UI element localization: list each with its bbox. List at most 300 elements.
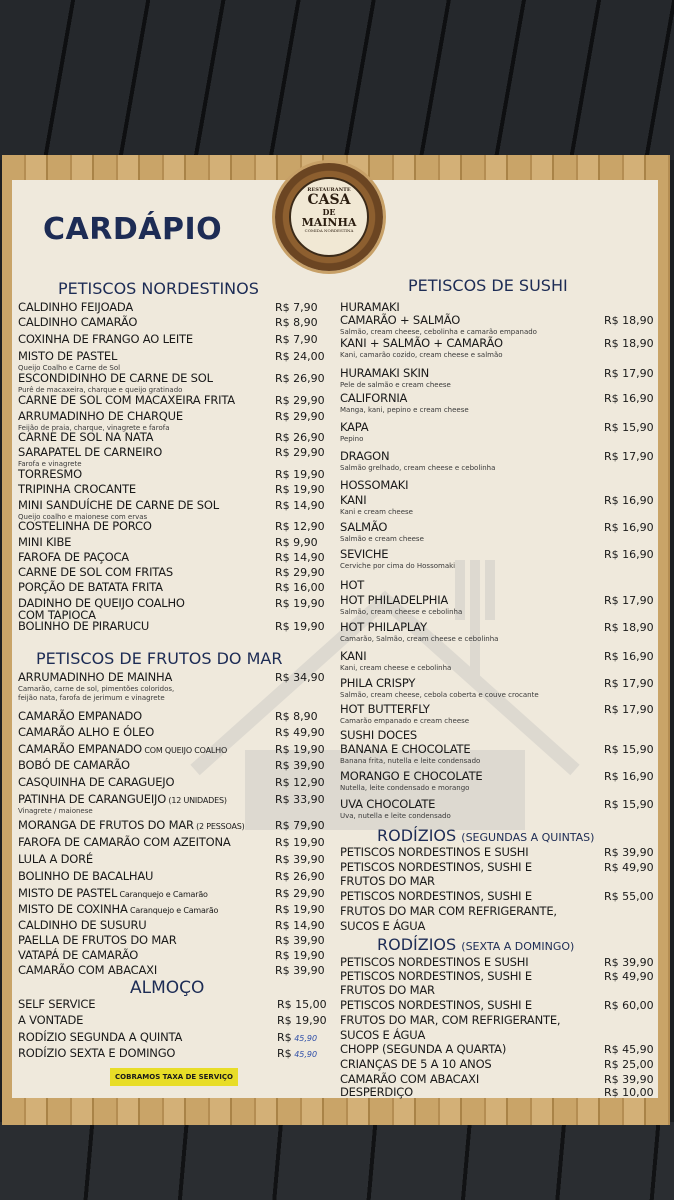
menu-item-name (340, 649, 451, 663)
menu-item-name-text: TORRESMO (18, 467, 82, 481)
menu-item (340, 336, 503, 359)
menu-item (340, 1013, 560, 1027)
menu-item-price-text: R$ 55,00 (604, 890, 654, 903)
section-title-petiscos-nordestinos: PETISCOS NORDESTINOS (58, 279, 259, 298)
menu-item-price-text: R$ 39,90 (275, 853, 325, 866)
menu-item-name-text: HOT PHILAPLAY (340, 620, 427, 634)
menu-item-name-text: KANI (340, 649, 367, 663)
menu-item-name (340, 620, 498, 634)
menu-item-price (604, 798, 654, 811)
menu-item-price-text: R$ 16,00 (275, 581, 325, 594)
menu-item-name (18, 886, 208, 900)
menu-item-name (340, 919, 425, 933)
menu-item-name (18, 835, 231, 849)
menu-item-price-text: R$ 33,90 (275, 793, 325, 806)
menu-item (340, 904, 557, 918)
menu-item-price-text: R$ 29,90 (275, 410, 325, 423)
menu-item-name-text: FAROFA DE PAÇOCA (18, 550, 129, 564)
menu-item-description: Salmão e cream cheese (340, 535, 424, 543)
menu-item-name-text: FRUTOS DO MAR COM REFRIGERANTE, (340, 904, 557, 918)
menu-item-price-text: R$ 15,00 (277, 998, 327, 1011)
menu-item-price-text: R$ 16,90 (604, 770, 654, 783)
menu-item-name-text: ARRUMADINHO DE CHARQUE (18, 409, 183, 423)
menu-item (340, 366, 451, 389)
menu-item-price (275, 536, 318, 549)
menu-item (18, 869, 153, 883)
menu-item-price (275, 919, 325, 932)
menu-item (340, 969, 532, 983)
menu-item-price (275, 819, 325, 832)
menu-item-price-text: R$ 34,90 (275, 671, 325, 684)
menu-item-name-text: CAMARÃO EMPANADO (18, 742, 143, 756)
menu-item-price (604, 450, 654, 463)
menu-item-price (604, 846, 654, 859)
menu-item-note: (12 UNIDADES) (166, 796, 227, 805)
menu-item (18, 997, 95, 1011)
menu-item-price (604, 1058, 654, 1071)
menu-item-price-text: R$ 17,90 (604, 594, 654, 607)
menu-item-price-text: R$ 17,90 (604, 677, 654, 690)
menu-item-name-text: TRIPINHA CROCANTE (18, 482, 136, 496)
menu-item-price-text: R$ 29,90 (275, 887, 325, 900)
menu-item-name (18, 963, 157, 977)
menu-item-name (340, 520, 424, 534)
menu-item-description: Banana frita, nutella e leite condensado (340, 757, 481, 765)
menu-item-price (275, 468, 325, 481)
menu-item (340, 620, 498, 643)
menu-item-price (604, 521, 654, 534)
menu-item (340, 874, 435, 888)
menu-item-price-text: R$ 10,00 (604, 1086, 654, 1099)
menu-item-price (275, 934, 325, 947)
menu-item-name (340, 676, 539, 690)
menu-item-name (18, 409, 183, 423)
menu-item-name (340, 1028, 425, 1042)
menu-item-name (18, 550, 129, 564)
menu-item (340, 1028, 425, 1042)
menu-item-price (275, 597, 325, 610)
menu-item-description: Manga, kani, pepino e cream cheese (340, 406, 469, 414)
menu-item-price (275, 710, 318, 723)
menu-item-description: Pele de salmão e cream cheese (340, 381, 451, 389)
menu-item-name (340, 578, 364, 592)
menu-item (18, 315, 137, 329)
section-title-almoco: ALMOÇO (130, 978, 205, 998)
table-background-top (0, 0, 674, 160)
menu-item-price-text: R$ 45,90 (604, 1043, 654, 1056)
menu-item (340, 860, 532, 874)
menu-item-price-text: R$ 19,90 (275, 468, 325, 481)
menu-item-name (18, 670, 174, 684)
logo-line: RESTAURANTE (307, 187, 351, 193)
rodizio-title-note: (SEGUNDAS A QUINTAS) (461, 831, 595, 844)
menu-item (340, 742, 480, 765)
menu-item-price (604, 970, 654, 983)
menu-item-name (340, 845, 528, 859)
menu-item-name (340, 336, 503, 350)
menu-item-price-text: R$ 7,90 (275, 333, 318, 346)
menu-item-name-text: SARAPATEL DE CARNEIRO (18, 445, 163, 459)
menu-item-name (340, 493, 413, 507)
menu-item-name-text: PORÇÃO DE BATATA FRITA (18, 580, 163, 594)
menu-item-name-text: PAELLA DE FRUTOS DO MAR (18, 933, 177, 947)
menu-item-price (275, 949, 325, 962)
menu-item-name (18, 775, 174, 789)
menu-item-name-text: CARNE DE SOL COM MACAXEIRA FRITA (18, 393, 235, 407)
menu-item-price (275, 964, 325, 977)
menu-item (18, 535, 71, 549)
menu-item-name-text: KAPA (340, 420, 369, 434)
menu-item (340, 1085, 413, 1099)
menu-item-name (340, 1072, 479, 1086)
menu-item-name (340, 969, 532, 983)
menu-item-name-text: HURAMAKI SKIN (340, 366, 430, 380)
page-title: CARDÁPIO (43, 212, 223, 247)
menu-item-description: Purê de macaxeira, charque e queijo gratinado (18, 386, 183, 394)
menu-item (18, 498, 219, 521)
menu-item-price (275, 410, 325, 423)
menu-item (18, 371, 213, 394)
menu-item-price-text: R$ 19,90 (275, 836, 325, 849)
menu-item (340, 1042, 506, 1056)
menu-item-price (604, 367, 654, 380)
menu-item-price (275, 793, 325, 806)
menu-item (18, 300, 133, 314)
menu-item-price (604, 677, 654, 690)
menu-item-price (275, 853, 325, 866)
menu-item-price (275, 350, 325, 363)
menu-item-description: Farofa e vinagrete (18, 460, 82, 468)
menu-item-name-text: DADINHO DE QUEIJO COALHO (18, 596, 185, 610)
menu-item-price (604, 1043, 654, 1056)
section-title-petiscos-de-sushi: PETISCOS DE SUSHI (408, 276, 568, 295)
menu-item (18, 963, 157, 977)
menu-item-name (340, 728, 417, 742)
menu-item-name-text: DESPERDIÇO (340, 1085, 413, 1099)
menu-item-price-text: R$ 60,00 (604, 999, 654, 1012)
menu-item (18, 852, 93, 866)
menu-item-price-text: R$ 14,90 (275, 919, 325, 932)
menu-item-price (275, 301, 318, 314)
menu-item-name (18, 580, 163, 594)
menu-item (18, 725, 154, 739)
menu-item (18, 445, 162, 468)
menu-item (340, 889, 532, 903)
menu-item-name (340, 702, 469, 716)
menu-item (18, 835, 231, 849)
menu-item-name (340, 889, 532, 903)
menu-item (340, 983, 435, 997)
menu-item-name-text: ESCONDIDINHO DE CARNE DE SOL (18, 371, 213, 385)
menu-item-price (275, 394, 325, 407)
menu-item-name (18, 300, 133, 314)
menu-item-price-text: R$ 15,90 (604, 798, 654, 811)
menu-item-price (275, 743, 325, 756)
menu-item-price-text: R$ 19,90 (275, 620, 325, 633)
menu-item-name-text: DRAGON (340, 449, 390, 463)
menu-item-description: Cerviche por cima do Hossomaki (340, 562, 456, 570)
menu-item-name-text: ARRUMADINHO DE MAINHA (18, 670, 173, 684)
menu-item (18, 332, 193, 346)
menu-item-description: Kani, cream cheese e cebolinha (340, 664, 452, 672)
service-fee-badge: COBRAMOS TAXA DE SERVIÇO (110, 1068, 238, 1086)
menu-item-name-text: COSTELINHA DE PORCO (18, 519, 152, 533)
menu-item-name (18, 498, 219, 512)
menu-item-name-text: CARNE DE SOL COM FRITAS (18, 565, 173, 579)
menu-item (18, 550, 129, 564)
menu-item-name (340, 1085, 413, 1099)
menu-item (18, 886, 208, 900)
menu-item-name-text: PETISCOS NORDESTINOS E SUSHI (340, 845, 529, 859)
menu-item-name-text: MORANGA DE FRUTOS DO MAR (18, 818, 194, 832)
menu-item-name-text: HOT BUTTERFLY (340, 702, 430, 716)
menu-item-description: Camarão, carne de sol, pimentões coloridos, (18, 685, 175, 693)
menu-item (340, 1072, 479, 1086)
menu-item-name-text: PETISCOS NORDESTINOS, SUSHI E (340, 998, 532, 1012)
menu-item-name (18, 445, 162, 459)
menu-item-name-text: SEVICHE (340, 547, 389, 561)
menu-item-price-text: R$ (277, 1047, 292, 1060)
menu-item (18, 902, 218, 916)
menu-item-name (18, 818, 245, 832)
menu-item-name-text: CHOPP (SEGUNDA A QUARTA) (340, 1042, 507, 1056)
menu-item-name (340, 742, 480, 756)
menu-item-price-text: R$ 15,90 (604, 421, 654, 434)
menu-item-price-text: R$ 7,90 (275, 301, 318, 314)
rodizio-title: RODÍZIOS (377, 826, 457, 845)
menu-item-name-text: HURAMAKI (340, 300, 400, 314)
menu-item-name-text: CRIANÇAS DE 5 A 10 ANOS (340, 1057, 492, 1071)
menu-item (18, 467, 82, 481)
logo-line: MAINHA (301, 216, 357, 229)
menu-item (18, 933, 177, 947)
menu-item (340, 702, 469, 725)
menu-item-name-text: SELF SERVICE (18, 997, 96, 1011)
menu-item-description: Uva, nutella e leite condensado (340, 812, 451, 820)
menu-item-price-text: R$ 16,90 (604, 392, 654, 405)
menu-item-name (340, 1057, 492, 1071)
menu-item-price (604, 770, 654, 783)
menu-item-price-text: R$ 17,90 (604, 367, 654, 380)
menu-item-price (604, 548, 654, 561)
menu-item (18, 1030, 182, 1044)
menu-item-price-text: R$ 18,90 (604, 314, 654, 327)
menu-item-description: Salmão grelhado, cream cheese e cebolinha (340, 464, 496, 472)
menu-item (340, 493, 413, 516)
menu-item-name-text: BANANA E CHOCOLATE (340, 742, 471, 756)
menu-item-name-text: PETISCOS NORDESTINOS E SUSHI (340, 955, 529, 969)
menu-item-price (275, 620, 325, 633)
menu-item-price (604, 999, 654, 1012)
menu-item (18, 709, 142, 723)
menu-item-price (275, 870, 325, 883)
menu-item-name-text: CASQUINHA DE CARAGUEJO (18, 775, 175, 789)
menu-item-name (340, 955, 528, 969)
menu-item-name-text: MINI KIBE (18, 535, 72, 549)
menu-item-name-text: MORANGO E CHOCOLATE (340, 769, 483, 783)
menu-item-description: Salmão, cream cheese e cebolinha (340, 608, 463, 616)
menu-item-name (18, 1013, 83, 1027)
menu-item-price (277, 1031, 317, 1044)
menu-item-name-text: MISTO DE PASTEL (18, 886, 118, 900)
menu-item-name-text: UVA CHOCOLATE (340, 797, 436, 811)
menu-item-description: Vinagrete / maionese (18, 807, 93, 815)
menu-item-price-text: R$ 19,90 (275, 949, 325, 962)
menu-item-note: (2 PESSOAS) (193, 822, 245, 831)
menu-item-name (340, 478, 408, 492)
menu-item-name-text: CALDINHO CAMARÃO (18, 315, 138, 329)
menu-item (340, 728, 417, 742)
menu-item-price-text: R$ 19,90 (277, 1014, 327, 1027)
menu-item-name-text: HOT PHILADELPHIA (340, 593, 449, 607)
menu-item (18, 1046, 175, 1060)
menu-item-name (18, 869, 153, 883)
menu-item-name (340, 860, 532, 874)
menu-item-name-text: CAMARÃO ALHO E ÓLEO (18, 725, 155, 739)
menu-item-name (18, 535, 71, 549)
menu-item-name (340, 391, 469, 405)
menu-item-price-text: R$ 18,90 (604, 337, 654, 350)
menu-item-price-text: R$ 39,90 (604, 956, 654, 969)
menu-item-name (340, 420, 368, 434)
menu-item-note: Caranquejo e Camarão (127, 906, 219, 915)
menu-item (340, 649, 451, 672)
menu-item-name-text: A VONTADE (18, 1013, 84, 1027)
menu-item-handwritten-price: 45,90 (291, 1034, 318, 1043)
menu-item-price (277, 1047, 317, 1060)
menu-item-name-text: MINI SANDUÍCHE DE CARNE DE SOL (18, 498, 219, 512)
menu-item-price (604, 743, 654, 756)
menu-item (18, 430, 153, 444)
menu-item-price-text: R$ 24,00 (275, 350, 325, 363)
menu-item-price (277, 998, 327, 1011)
menu-item (340, 449, 495, 472)
menu-item-price-text: R$ 17,90 (604, 703, 654, 716)
menu-item-name (340, 449, 495, 463)
menu-item-price (275, 446, 325, 459)
menu-item (340, 391, 469, 414)
menu-item (340, 769, 482, 792)
menu-item-price-text: R$ 39,90 (275, 934, 325, 947)
menu-item-name-text: CALDINHO FEIJOADA (18, 300, 134, 314)
menu-item-description: Salmão, cream cheese, cebolinha e camarão empanado (340, 328, 537, 336)
menu-item (18, 482, 136, 496)
menu-item-price-text: R$ 8,90 (275, 316, 318, 329)
menu-item-price-text: R$ 26,90 (275, 870, 325, 883)
menu-item-price (604, 650, 654, 663)
menu-item-name-text: CALIFORNIA (340, 391, 408, 405)
logo-inner (289, 177, 369, 257)
menu-item-name-text: MISTO DE PASTEL (18, 349, 118, 363)
menu-item (18, 565, 173, 579)
menu-item (18, 818, 245, 832)
menu-item-price-text: R$ 16,90 (604, 521, 654, 534)
section-title-rodizios-segunda (377, 826, 594, 845)
menu-item-name (18, 519, 152, 533)
menu-item (340, 420, 368, 443)
menu-item-name (340, 797, 451, 811)
menu-item-price-text: R$ 49,90 (275, 726, 325, 739)
menu-item-name-text: SALMÃO (340, 520, 388, 534)
menu-item-price-text: R$ 49,90 (604, 970, 654, 983)
menu-item-name-text: PETISCOS NORDESTINOS, SUSHI E (340, 889, 532, 903)
menu-item-name-text: FAROFA DE CAMARÃO COM AZEITONA (18, 835, 231, 849)
menu-item-price-text: R$ 14,90 (275, 499, 325, 512)
menu-item-price-text: R$ 26,90 (275, 431, 325, 444)
menu-item-description: Salmão, cream cheese, cebola coberta e couve crocante (340, 691, 539, 699)
menu-item-price-text: R$ 12,90 (275, 520, 325, 533)
menu-item-name (18, 709, 142, 723)
menu-item-note: Caranquejo e Camarão (117, 890, 208, 899)
menu-item-name-text: PETISCOS NORDESTINOS, SUSHI E (340, 969, 532, 983)
menu-item-name-text: CAMARÃO COM ABACAXI (18, 963, 158, 977)
menu-item-price-text: R$ 17,90 (604, 450, 654, 463)
logo-line: DE (322, 207, 336, 217)
menu-item-name (18, 371, 213, 385)
menu-item-price-text: R$ 16,90 (604, 650, 654, 663)
menu-item-name-text: HOSSOMAKI (340, 478, 409, 492)
menu-item-price (604, 337, 654, 350)
menu-item-name-text: CAMARÃO EMPANADO (18, 709, 143, 723)
menu-item-price (275, 759, 325, 772)
menu-item-price (604, 314, 654, 327)
menu-item (18, 948, 138, 962)
menu-item-price (275, 776, 325, 789)
menu-item-name-text: HOT (340, 578, 365, 592)
menu-item-price-text: R$ 25,00 (604, 1058, 654, 1071)
menu-item-price-text: R$ 29,90 (275, 446, 325, 459)
menu-item-description: Nutella, leite condensado e morango (340, 784, 470, 792)
menu-item-name (18, 393, 235, 407)
menu-item-name (18, 1030, 182, 1044)
menu-item-name (340, 769, 482, 783)
menu-item-price (275, 372, 325, 385)
restaurant-logo (275, 163, 383, 271)
menu-item-price-text: R$ 29,90 (275, 566, 325, 579)
rodizio-title: RODÍZIOS (377, 935, 457, 954)
menu-item-description: Queijo Coalho e Carne de Sol (18, 364, 121, 372)
menu-item (18, 519, 152, 533)
menu-item-name-text: RODÍZIO SEXTA E DOMINGO (18, 1046, 176, 1060)
section-title-rodizios-sexta (377, 935, 574, 954)
menu-item-price (275, 581, 325, 594)
menu-item-price (275, 316, 318, 329)
menu-item-price-text: R$ 29,90 (275, 394, 325, 407)
menu-item-description: Camarão, Salmão, cream cheese e cebolinha (340, 635, 499, 643)
menu-item-description: Kani, camarão cozido, cream cheese e salmão (340, 351, 503, 359)
menu-item-price-text: R$ 14,90 (275, 551, 325, 564)
menu-item-name-text: VATAPÁ DE CAMARÃO (18, 948, 139, 962)
menu-item-name (340, 313, 537, 327)
menu-item-name-text: KANI + SALMÃO + CAMARÃO (340, 336, 503, 350)
menu-item-price (275, 551, 325, 564)
menu-item-price-text: R$ 19,90 (275, 483, 325, 496)
menu-item (340, 593, 462, 616)
rodizio-title-note: (SEXTA A DOMINGO) (461, 940, 575, 953)
menu-item-name (18, 332, 193, 346)
menu-item-price (604, 956, 654, 969)
menu-item-price (604, 421, 654, 434)
menu-item (18, 619, 149, 633)
menu-item-name (340, 1013, 560, 1027)
menu-item-name-text: CALDINHO DE SUSURU (18, 918, 147, 932)
menu-item (340, 578, 364, 592)
menu-item-description: Queijo coalho e maionese com ervas (18, 513, 148, 521)
menu-item-price-text: R$ 79,90 (275, 819, 325, 832)
menu-item-name (18, 742, 227, 756)
menu-item (340, 300, 400, 314)
menu-item-price (275, 566, 325, 579)
